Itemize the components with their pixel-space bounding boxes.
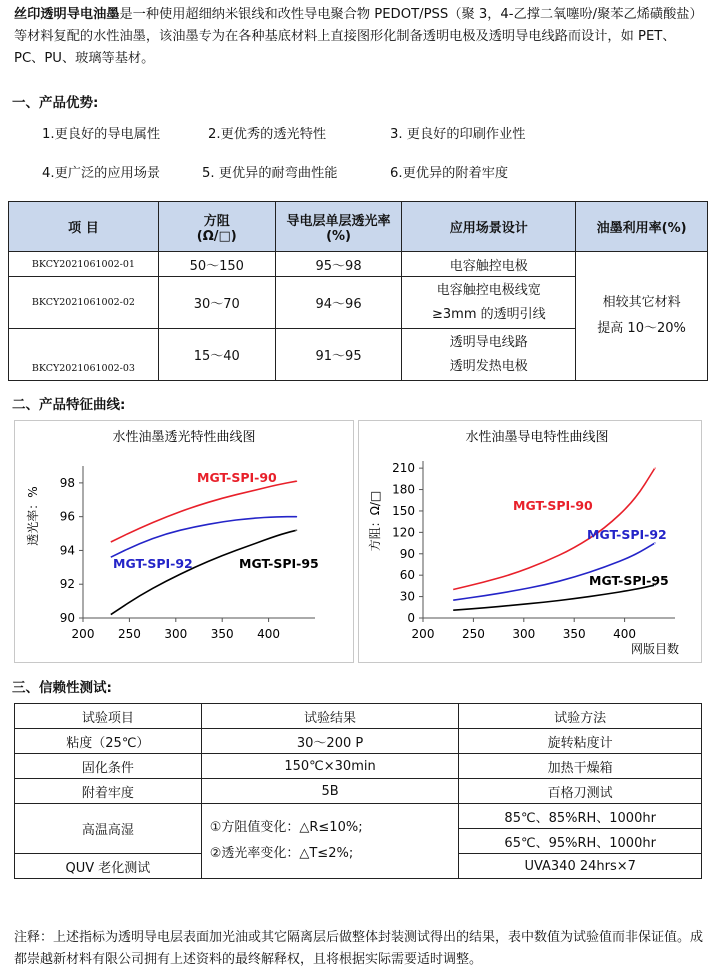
utilization-value [576,252,708,381]
chart-title: 水性油墨导电特性曲线图 [465,430,609,445]
application-value [402,277,576,329]
series-line-mgt-spi-95 [453,585,655,610]
header-utilization: 油墨利用率(%) [576,202,708,252]
test-result: 5B [201,779,459,804]
test-method: 65℃、95%RH、1000hr [459,829,702,854]
application-value [402,329,576,381]
table-row [15,779,702,804]
reliability-table [14,703,702,879]
y-tick-label: 150 [392,503,415,518]
transmittance-chart [15,421,353,662]
test-item: QUV 老化测试 [15,854,202,879]
resistance-chart [359,421,701,662]
x-tick-label: 350 [562,627,586,641]
test-method: UVA340 24hrs×7 [459,854,702,879]
application-line2: ≥3mm 的透明引线 [432,306,546,322]
series-label: MGT-SPI-90 [197,470,277,485]
test-method: 百格刀测试 [459,779,702,804]
section-heading-advantages: 一、产品优势: [12,95,99,111]
y-tick-label: 30 [399,589,415,604]
x-tick-label: 400 [257,627,281,641]
y-tick-label: 180 [392,482,415,497]
advantage-item: 2.更优秀的透光特性 [208,127,327,142]
y-tick-label: 60 [399,568,415,583]
series-line-mgt-spi-92 [111,517,297,558]
header-transmittance-unit: (%) [326,228,352,244]
series-line-mgt-spi-90 [111,481,297,542]
x-tick-label: 300 [512,627,536,641]
transmittance-value: 94～96 [275,277,402,329]
advantage-item: 6.更优异的附着牢度 [390,166,509,181]
series-label: MGT-SPI-92 [587,527,667,542]
intro-paragraph [14,4,704,70]
test-result: 30～200 P [201,729,459,754]
spec-table-header-row [9,202,708,252]
table-row [15,729,702,754]
series-label: MGT-SPI-95 [589,573,669,588]
resistance-value: 50～150 [158,252,275,277]
table-row [15,804,702,829]
y-tick-label: 94 [59,543,75,558]
product-name: 丝印透明导电油墨 [14,7,120,22]
y-tick-label: 90 [59,611,75,625]
x-tick-label: 250 [117,627,141,641]
utilization-line1: 相较其它材料 [602,295,681,310]
y-tick-label: 120 [392,525,415,540]
result-transmittance-change: ②透光率变化：△T≤2%; [209,846,354,861]
x-tick-label: 250 [461,627,485,641]
y-axis-label: 透光率：% [26,486,40,546]
x-tick-label: 400 [613,627,637,641]
product-spec-table [8,201,708,381]
x-tick-label: 300 [164,627,188,641]
resistance-value: 30～70 [158,277,275,329]
y-tick-label: 0 [407,611,415,625]
header-resistance [158,202,275,252]
y-tick-label: 96 [59,509,75,524]
application-value: 电容触控电极 [402,252,576,277]
test-method: 85℃、85%RH、1000hr [459,804,702,829]
test-result-merged [201,804,459,879]
product-code: BKCY2021061002-03 [9,329,159,381]
footnote: 注释：上述指标为透明导电层表面加光油或其它隔离层后做整体封装测试得出的结果，表中数值为试验值而非保证值。成都崇越新材料有限公司拥有上述资料的最终解释权，且将根据实际需要适时调整。 [14,930,704,967]
advantage-item: 4.更广泛的应用场景 [42,166,161,181]
advantage-item: 5. 更优异的耐弯曲性能 [202,166,338,181]
header-item: 项 目 [9,202,159,252]
series-label: MGT-SPI-90 [513,498,593,513]
test-item: 固化条件 [15,754,202,779]
series-line-mgt-spi-95 [111,530,297,614]
resistance-value: 15～40 [158,329,275,381]
resistance-chart-box [358,420,702,663]
chart-title: 水性油墨透光特性曲线图 [112,430,256,445]
utilization-line2: 提高 10～20% [597,321,686,336]
x-tick-label: 350 [210,627,234,641]
section-heading-reliability: 三、信赖性测试: [12,680,112,696]
reliability-header-row [15,704,702,729]
application-line1: 电容触控电极线宽 [436,282,541,298]
x-tick-label: 200 [411,627,435,641]
test-method: 旋转粘度计 [459,729,702,754]
advantage-item: 3. 更良好的印刷作业性 [390,127,526,142]
header-transmittance [275,202,402,252]
y-tick-label: 210 [392,461,415,476]
transmittance-value: 95～98 [275,252,402,277]
y-axis-label: 方阻：Ω/□ [368,490,382,552]
product-code: BKCY2021061002-01 [9,252,159,277]
intro-body: 是一种使用超细纳米银线和改性导电聚合物 PEDOT/PSS（聚 3，4-乙撑二氧噻吩/聚苯乙烯磺酸盐）等材料复配的水性油墨，该油墨专为在各种基底材料上直接图形化制备透明电极及透明导电线路而设计，如 PET、PC、PU、玻璃等基材。 [14,7,703,66]
transmittance-value: 91～95 [275,329,402,381]
advantage-item: 1.更良好的导电属性 [42,127,161,142]
section-heading-curves: 二、产品特征曲线: [12,397,126,413]
y-tick-label: 90 [399,546,415,561]
y-tick-label: 98 [59,475,75,490]
x-tick-label: 200 [71,627,95,641]
header-transmittance-label: 导电层单层透光率 [286,213,391,229]
product-code: BKCY2021061002-02 [9,277,159,329]
test-item: 附着牢度 [15,779,202,804]
application-line2: 透明发热电极 [449,358,528,374]
transmittance-chart-box [14,420,354,663]
header-application: 应用场景设计 [402,202,576,252]
header-test-item: 试验项目 [15,704,202,729]
test-method: 加热干燥箱 [459,754,702,779]
header-resistance-unit: (Ω/□) [196,228,237,244]
header-test-method: 试验方法 [459,704,702,729]
header-resistance-label: 方阻 [203,213,230,229]
series-label: MGT-SPI-95 [239,556,319,571]
x-axis-label: 网版目数 [630,642,680,656]
application-line1: 透明导电线路 [449,334,528,350]
table-row [15,754,702,779]
y-tick-label: 92 [59,577,75,592]
test-result: 150℃×30min [201,754,459,779]
test-item: 高温高湿 [15,804,202,854]
series-label: MGT-SPI-92 [113,556,193,571]
table-row [9,252,708,277]
header-test-result: 试验结果 [201,704,459,729]
test-item: 粘度（25℃） [15,729,202,754]
result-resistance-change: ①方阻值变化：△R≤10%; [209,820,363,835]
